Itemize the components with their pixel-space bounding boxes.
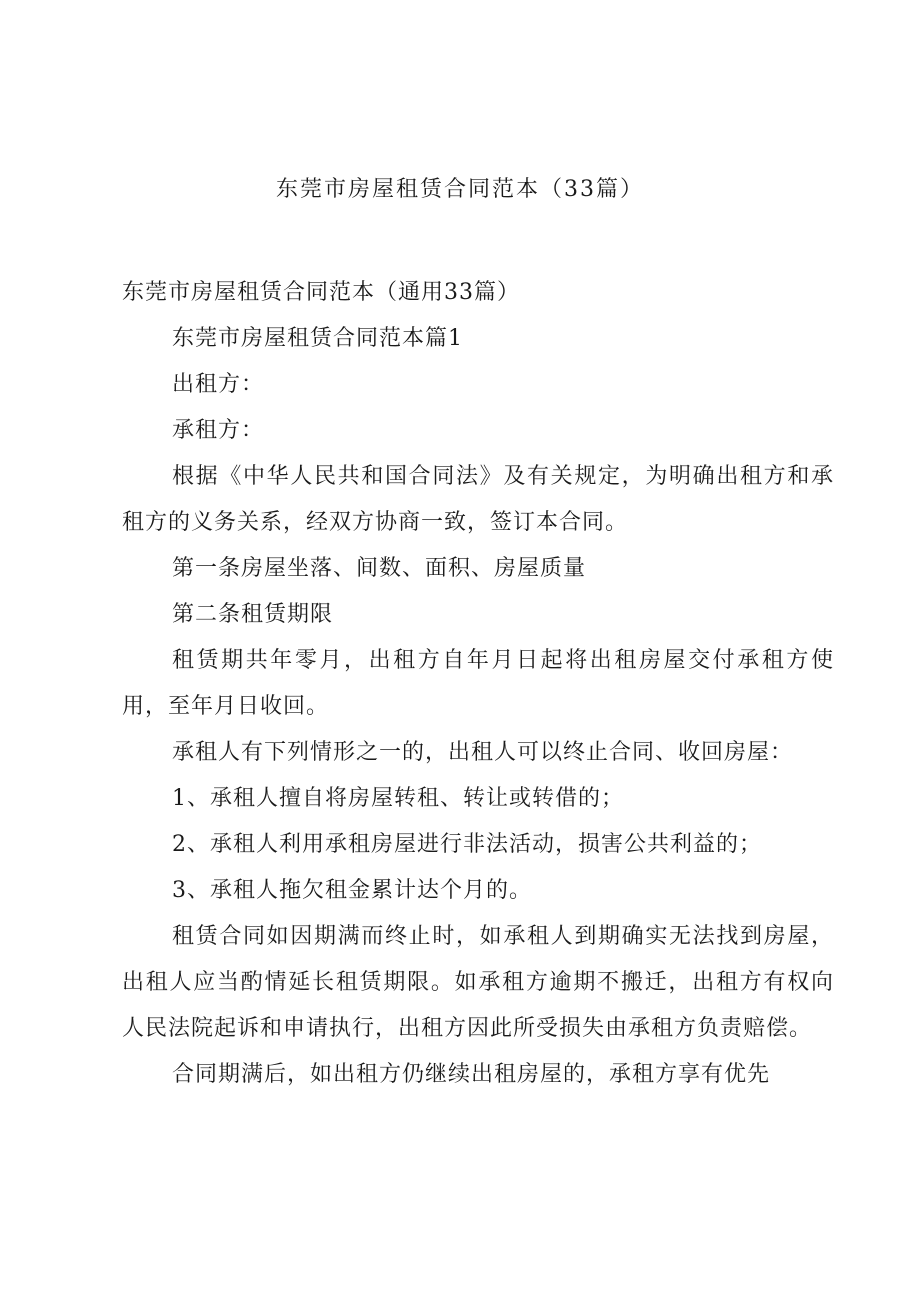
paragraph: 承租人有下列情形之一的，出租人可以终止合同、收回房屋： (172, 740, 794, 765)
paragraph: 合同期满后，如出租方仍继续出租房屋的，承租方享有优先 (172, 1062, 771, 1087)
paragraph: 东莞市房屋租赁合同范本（通用33篇） (122, 280, 520, 305)
paragraph: 租赁期共年零月，出租方自年月日起将出租房屋交付承租方使用，至年月日收回。 (122, 648, 834, 719)
paragraph: 出租方： (172, 372, 265, 397)
paragraph: 根据《中华人民共和国合同法》及有关规定，为明确出租方和承租方的义务关系，经双方协商一致，签订本合同。 (122, 464, 834, 535)
paragraph: 承租方： (172, 418, 265, 443)
paragraph: 2、承租人利用承租房屋进行非法活动，损害公共利益的； (172, 832, 762, 857)
paragraph: 第二条租赁期限 (172, 602, 334, 627)
paragraph: 1、承租人擅自将房屋转租、转让或转借的； (172, 786, 624, 811)
paragraph: 东莞市房屋租赁合同范本篇1 (172, 326, 463, 351)
document-title: 东莞市房屋租赁合同范本（33篇） (276, 177, 644, 202)
paragraph: 3、承租人拖欠租金累计达个月的。 (172, 878, 532, 903)
paragraph: 第一条房屋坐落、间数、面积、房屋质量 (172, 556, 587, 581)
document-body (122, 270, 834, 1098)
paragraph: 租赁合同如因期满而终止时，如承租人到期确实无法找到房屋，出租人应当酌情延长租赁期限。如承租方逾期不搬迁，出租方有权向人民法院起诉和申请执行，出租方因此所受损失由承租方负责赔偿。 (122, 924, 834, 1041)
